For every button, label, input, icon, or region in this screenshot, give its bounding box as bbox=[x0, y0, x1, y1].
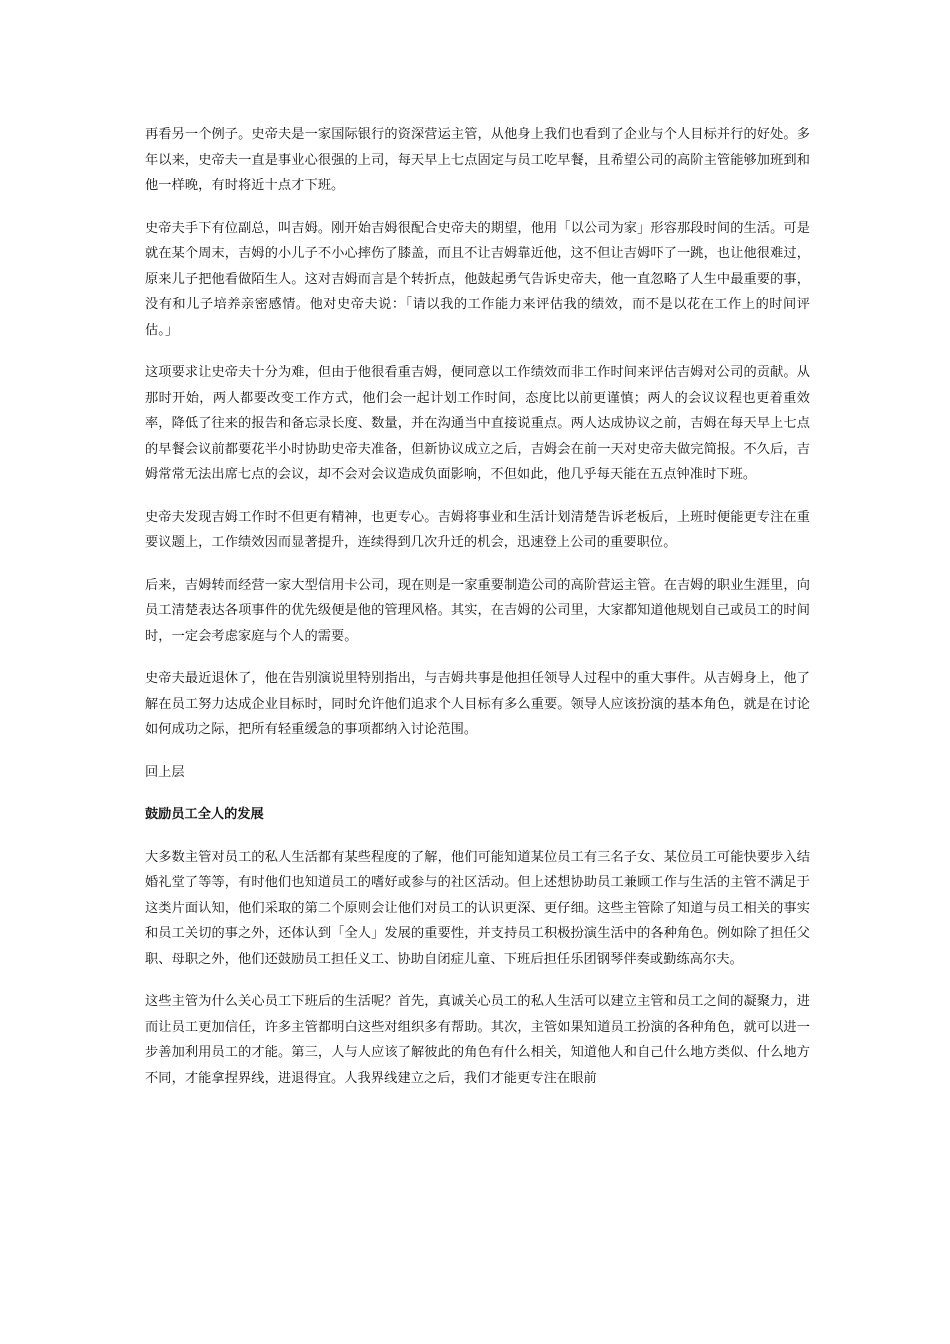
paragraph-focus: 史帝夫发现吉姆工作时不但更有精神，也更专心。吉姆将事业和生活计划清楚告诉老板后，上班时便能更专注在重要议题上，工作绩效因而显著提升，连续得到几次升迁的机会，迅速登上公司的重要职位。 bbox=[145, 509, 810, 550]
paragraph-jim-intro: 史帝夫手下有位副总，叫吉姆。刚开始吉姆很配合史帝夫的期望，他用「以公司为家」形容那段时间的生活。可是就在某个周末，吉姆的小儿子不小心摔伤了膝盖，而且不让吉姆靠近他，这不但让吉姆吓了一跳，也让他很难过，原来儿子把他看做陌生人。这对吉姆而言是个转折点，他鼓起勇气告诉史帝夫，他一直忽略了人生中最重要的事，没有和儿子培养亲密感情。他对史帝夫说：「请以我的工作能力来评估我的绩效，而不是以花在工作上的时间评估。」 bbox=[145, 220, 810, 338]
paragraph-gap bbox=[145, 828, 810, 845]
paragraph-why-care: 这些主管为什么关心员工下班后的生活呢？首先，真诚关心员工的私人生活可以建立主管和员工之间的凝聚力，进而让员工更加信任，许多主管都明白这些对组织多有帮助。其次，主管如果知道员工扮演的各种角色，就可以进一步善加利用员工的才能。第三，人与人应该了解彼此的角色有什么相关，知道他人和自己什么地方类似、什么地方不同，才能拿捏界线，进退得宜。人我界线建立之后，我们才能更专注在眼前 bbox=[145, 994, 810, 1086]
paragraph-gap bbox=[145, 785, 810, 802]
paragraph-gap bbox=[145, 649, 810, 666]
document-page bbox=[145, 122, 810, 1091]
paragraph-steve-example: 再看另一个例子。史帝夫是一家国际银行的资深营运主管，从他身上我们也看到了企业与个人目标并行的好处。多年以来，史帝夫一直是事业心很强的上司，每天早上七点固定与员工吃早餐，且希望公司的高阶主管能够加班到和他一样晚，有时将近十点才下班。 bbox=[145, 127, 810, 193]
section-heading: 鼓励员工全人的发展 bbox=[145, 807, 264, 822]
paragraph-gap bbox=[145, 743, 810, 760]
paragraph-gap bbox=[145, 972, 810, 989]
back-to-top-link[interactable]: 回上层 bbox=[145, 764, 185, 780]
paragraph-retirement: 史帝夫最近退休了，他在告别演说里特别指出，与吉姆共事是他担任领导人过程中的重大事件。从吉姆身上，他了解在员工努力达成企业目标时，同时允许他们追求个人目标有多么重要。领导人应该扮演的基本角色，就是在讨论如何成功之际，把所有轻重缓急的事项都纳入讨论范围。 bbox=[145, 671, 810, 737]
paragraph-agreement: 这项要求让史帝夫十分为难，但由于他很看重吉姆，便同意以工作绩效而非工作时间来评估吉姆对公司的贡献。从那时开始，两人都要改变工作方式，他们会一起计划工作时间，态度比以前更谨慎；两人的会议议程也更着重效率，降低了往来的报告和备忘录长度、数量，并在沟通当中直接说重点。两人达成协议之前，吉姆在每天早上七点的早餐会议前都要花半小时协助史帝夫准备，但新协议成立之后，吉姆会在前一天对史帝夫做完简报。不久后，吉姆常常无法出席七点的会议，却不会对会议造成负面影响，不但如此，他几乎每天能在五点钟准时下班。 bbox=[145, 365, 810, 482]
paragraph-career: 后来，吉姆转而经营一家大型信用卡公司，现在则是一家重要制造公司的高阶营运主管。在吉姆的职业生涯里，向员工清楚表达各项事件的优先级便是他的管理风格。其实，在吉姆的公司里，大家都知道他规划自己或员工的时间时，一定会考虑家庭与个人的需要。 bbox=[145, 577, 810, 644]
paragraph-whole-person: 大多数主管对员工的私人生活都有某些程度的了解，他们可能知道某位员工有三名子女、某位员工可能快要步入结婚礼堂了等等，有时他们也知道员工的嗜好或参与的社区活动。但上述想协助员工兼顾工作与生活的主管不满足于这类片面认知，他们采取的第二个原则会让他们对员工的认识更深、更仔细。这些主管除了知道与员工相关的事实和员工关切的事之外，还体认到「全人」发展的重要性，并支持员工积极扮演生活中的各种角色。例如除了担任父职、母职之外，他们还鼓励员工担任义工、协助自闭症儿童、下班后担任乐团钢琴伴奏或勤练高尔夫。 bbox=[145, 849, 810, 967]
paragraph-gap bbox=[145, 199, 810, 216]
paragraph-gap bbox=[145, 556, 810, 573]
paragraph-gap bbox=[145, 488, 810, 505]
paragraph-gap bbox=[145, 343, 810, 360]
